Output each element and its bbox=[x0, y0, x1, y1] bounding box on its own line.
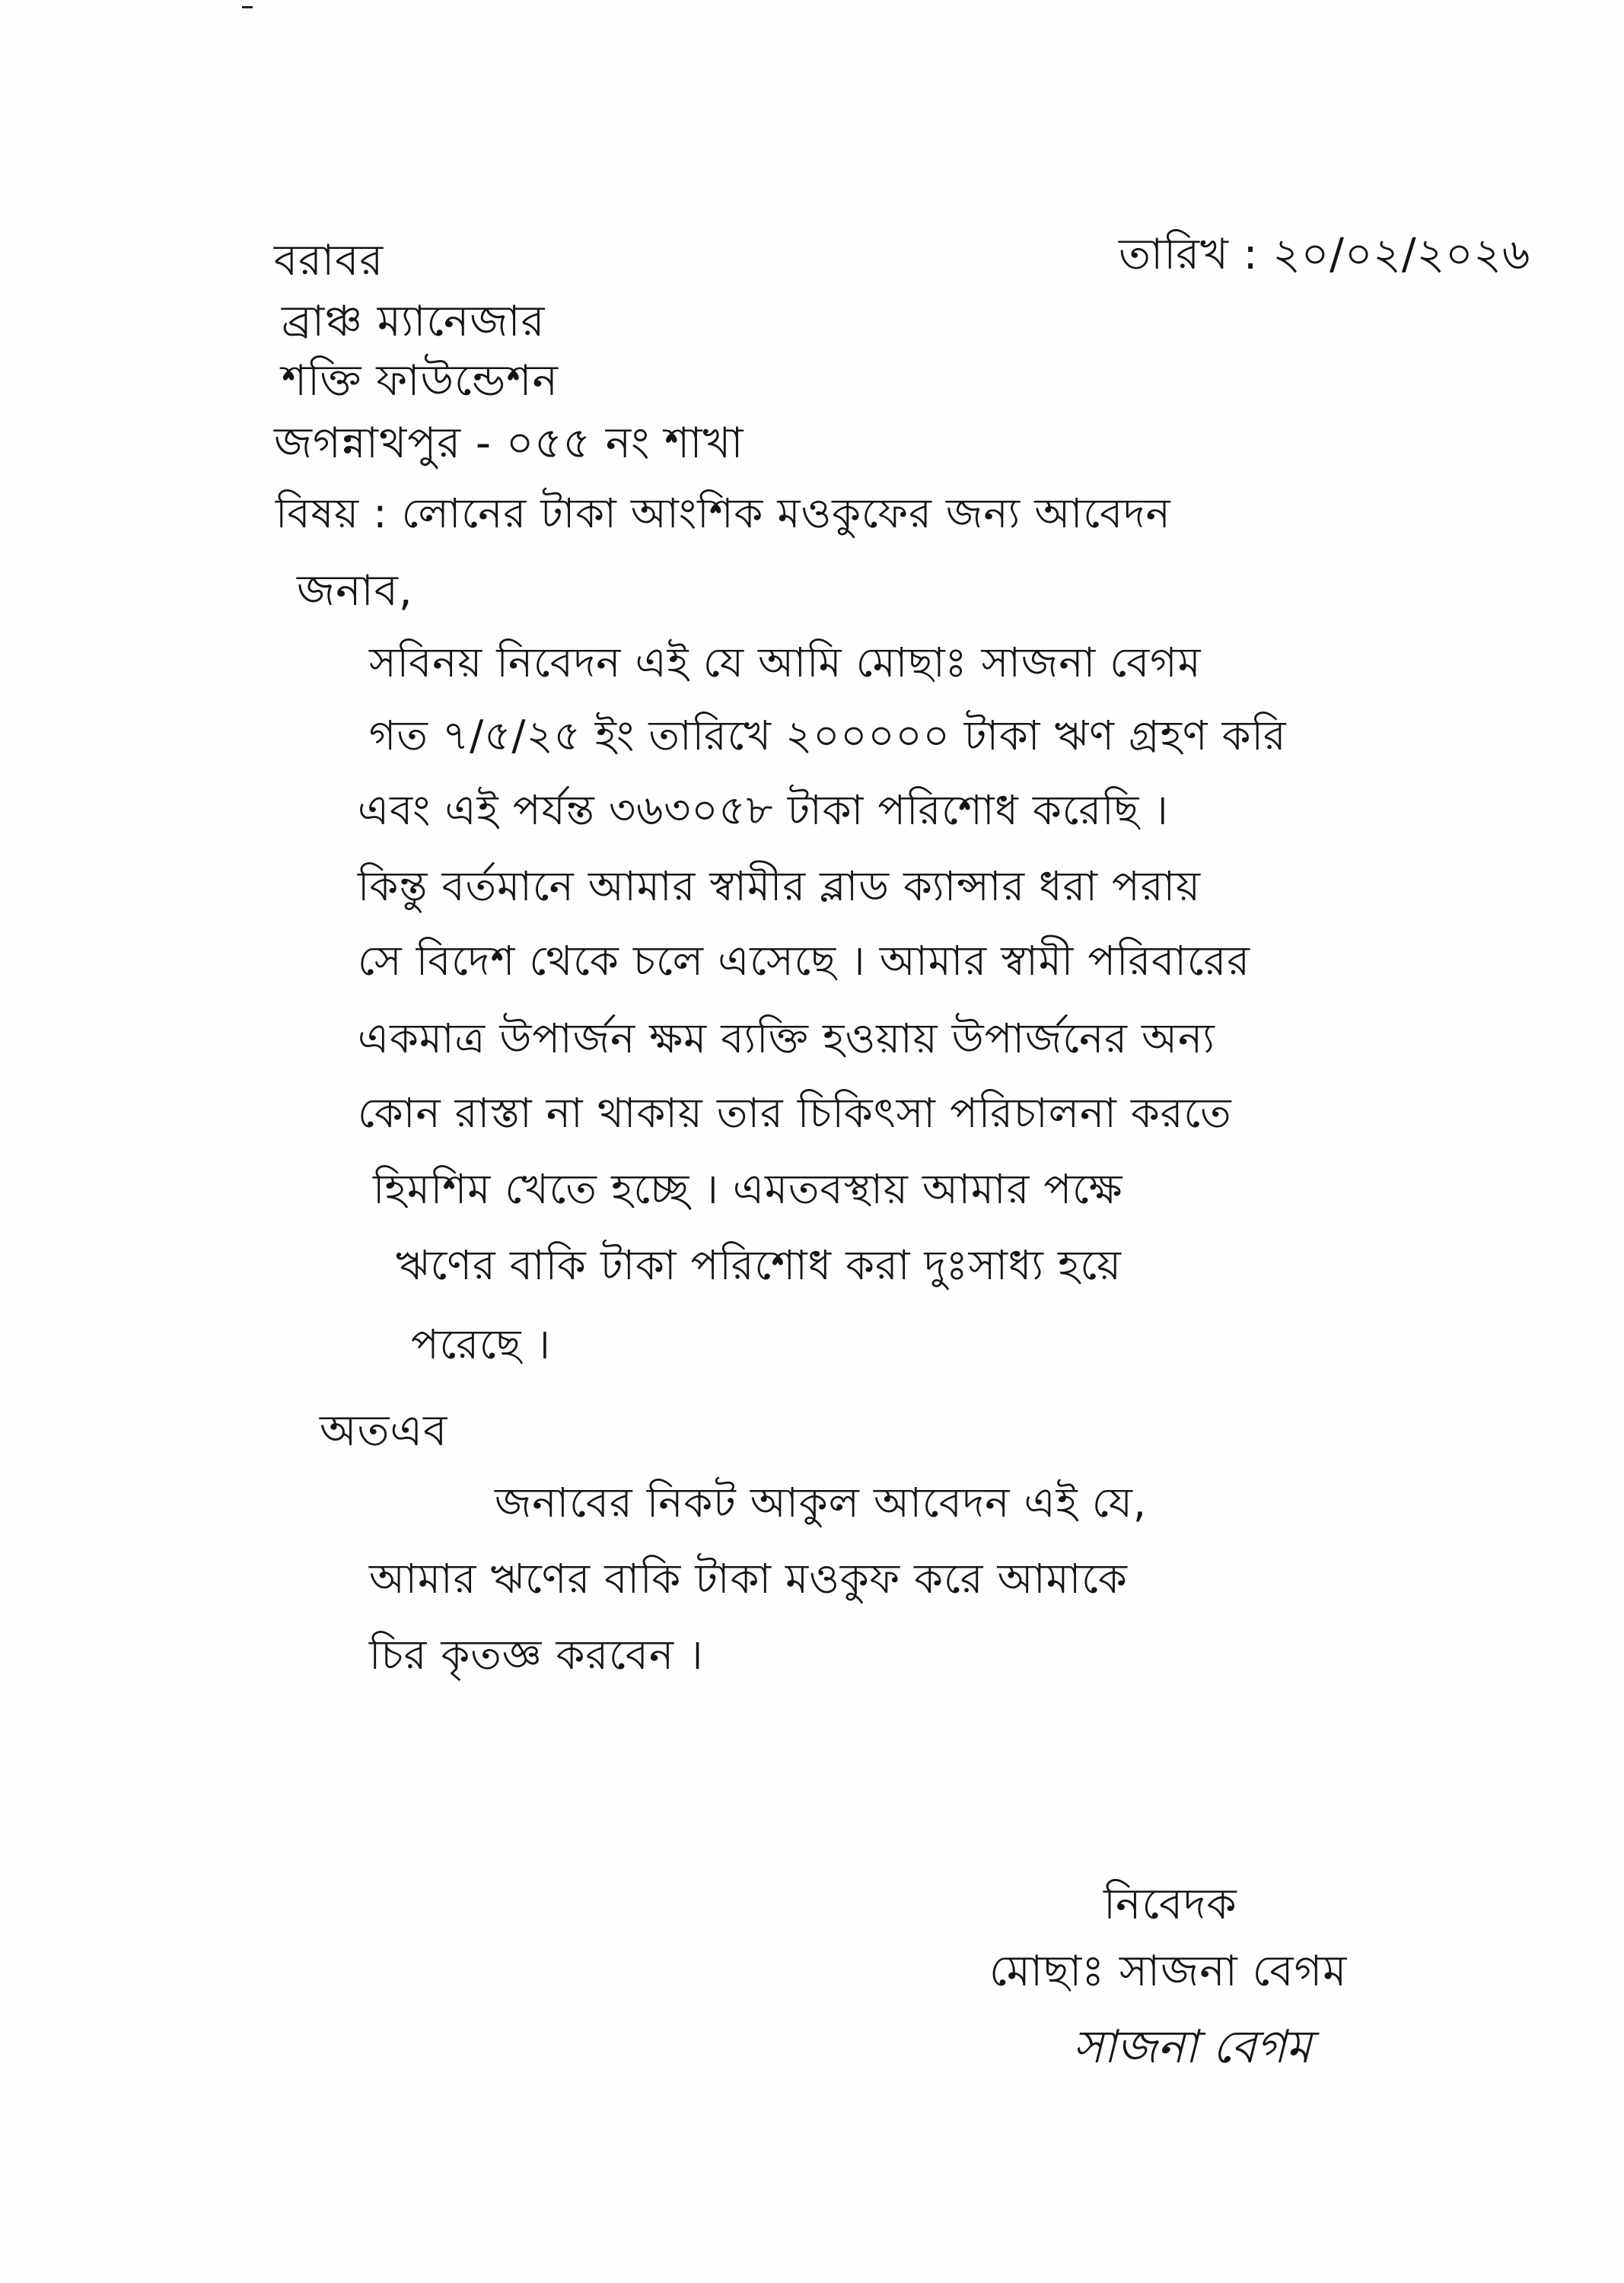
ink-speck bbox=[242, 6, 253, 8]
body-line: এবং এই পর্যন্ত ৩৬৩০৫৮ টাকা পরিশোধ করেছি । bbox=[358, 786, 1169, 834]
body-line: সবিনয় নিবেদন এই যে আমি মোছাঃ সাজনা বেগম bbox=[369, 638, 1202, 686]
body-line: কিন্তু বর্তমানে আমার স্বামীর ব্লাড ক্যান্সার ধরা পরায় bbox=[358, 862, 1201, 910]
recipient-branch: জগন্নাথপুর - ০৫৫ নং শাখা bbox=[274, 419, 744, 468]
recipient-to: বরাবর bbox=[274, 236, 384, 285]
signature-label: নিবেদক bbox=[1103, 1880, 1237, 1929]
signature-text: সাজনা বেগম bbox=[1073, 2020, 1312, 2074]
body-line: কোন রাস্তা না থাকায় তার চিকিৎসা পরিচালনা করতে bbox=[358, 1089, 1232, 1137]
closing-heading: অতএব bbox=[320, 1406, 448, 1456]
letter-subject: বিষয় : লোনের টাকা আংশিক মওকুফের জন্য আবেদন bbox=[275, 489, 1171, 537]
recipient-organization: শক্তি ফাউন্ডেশন bbox=[282, 356, 559, 406]
signatory-name: মোছাঃ সাজনা বেগম bbox=[989, 1947, 1348, 1996]
body-line: পরেছে । bbox=[411, 1320, 551, 1368]
closing-line: আমার ঋণের বাকি টাকা মওকুফ করে আমাকে bbox=[369, 1555, 1128, 1603]
body-line: একমাত্র উপার্জন ক্ষম ব্যক্তি হওয়ায় উপার্জনের অন্য bbox=[358, 1014, 1215, 1062]
body-line: সে বিদেশ থেকে চলে এসেছে । আমার স্বামী পরিবারের bbox=[358, 937, 1250, 985]
recipient-designation: ব্রাঞ্চ ম্যানেজার bbox=[282, 297, 546, 346]
salutation: জনাব, bbox=[297, 566, 413, 616]
handwritten-signature bbox=[1065, 2003, 1415, 2087]
closing-line: চির কৃতজ্ঞ করবেন । bbox=[369, 1631, 704, 1679]
closing-line: জনাবের নিকট আকুল আবেদন এই যে, bbox=[495, 1479, 1148, 1527]
date-line: তারিখ : ২০/০২/২০২৬ bbox=[1119, 230, 1531, 279]
body-line: ঋণের বাকি টাকা পরিশোধ করা দুঃসাধ্য হয়ে bbox=[396, 1241, 1122, 1289]
body-line: গত ৭/৫/২৫ ইং তারিখে ২০০০০০ টাকা ঋণ গ্রহণ করি bbox=[369, 712, 1287, 759]
body-line: হিমশিম খেতে হচ্ছে । এমতবস্থায় আমার পক্ষে bbox=[373, 1165, 1123, 1213]
